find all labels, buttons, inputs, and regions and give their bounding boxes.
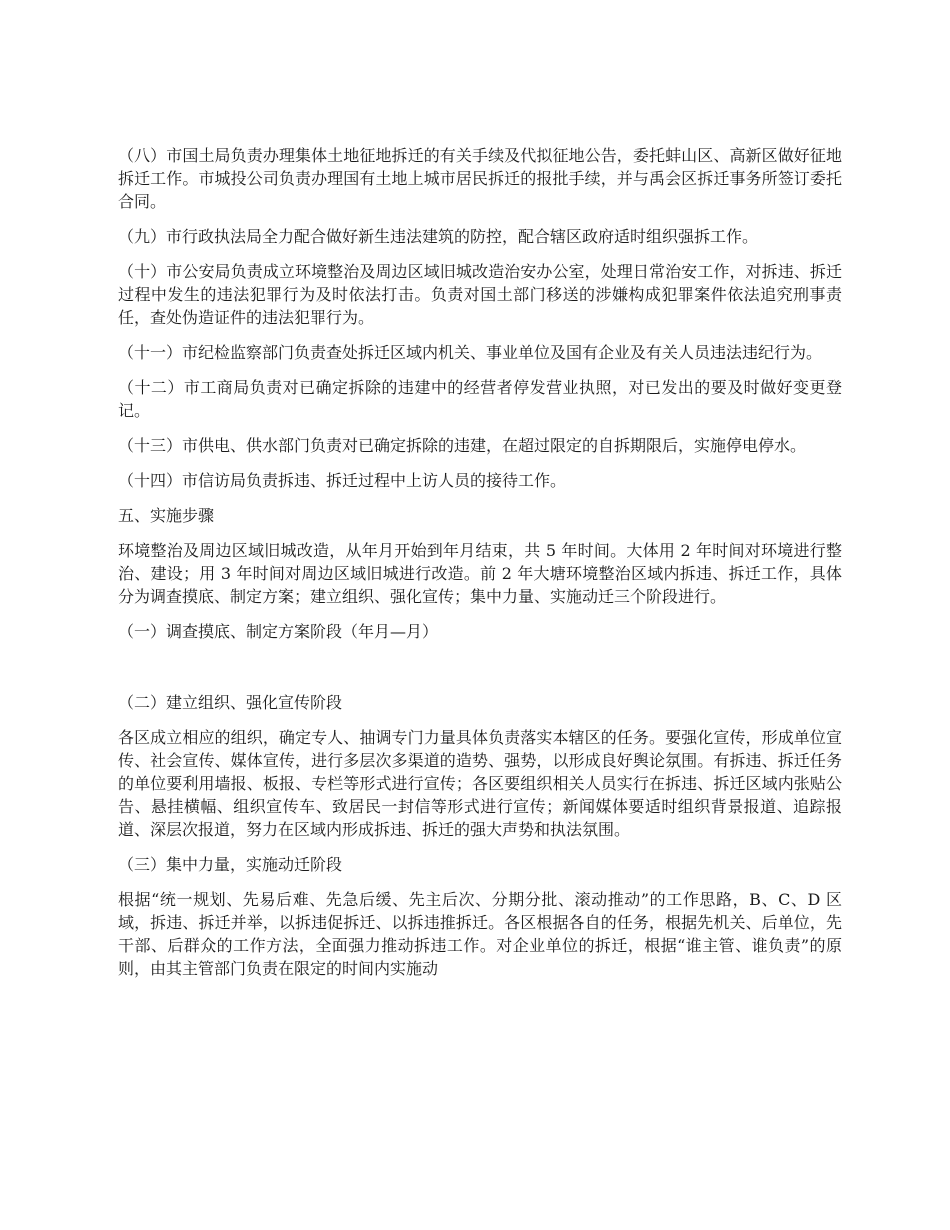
phase-3-body: 根据“统一规划、先易后难、先急后缓、先主后次、分期分批、滚动推动”的工作思路，B、C、D 区域，拆违、拆迁并举，以拆违促拆迁、以拆违推拆迁。各区根据各自的任务，根据先机关、后单位，先干部、后群众的工作方法，全面强力推动拆违工作。对企业单位的拆迁，根据“谁主管、谁负责”的原则，由其主管部门负责在限定的时间内实施动 bbox=[118, 890, 842, 978]
phase-2-body: 各区成立相应的组织，确定专人、抽调专门力量具体负责落实本辖区的任务。要强化宣传，形成单位宣传、社会宣传、媒体宣传，进行多层次多渠道的造势、强势，以形成良好舆论氛围。有拆违、拆迁任务的单位要利用墙报、板报、专栏等形式进行宣传；各区要组织相关人员实行在拆违、拆迁区域内张贴公告、悬挂横幅、组织宣传车、致居民一封信等形式进行宣传；新闻媒体要适时组织背景报道、追踪报道、深层次报道，努力在区域内形成拆违、拆迁的强大声势和执法氛围。 bbox=[118, 728, 842, 839]
blank-space bbox=[118, 655, 842, 691]
section-heading: 五、实施步骤 bbox=[118, 506, 215, 525]
document-page bbox=[118, 144, 842, 992]
phase-1-heading: （一）调查摸底、制定方案阶段（年月—月） bbox=[118, 622, 439, 641]
paragraph-item-12: （十二）市工商局负责对已确定拆除的违建中的经营者停发营业执照，对已发出的要及时做好变更登记。 bbox=[118, 378, 842, 420]
section-intro: 环境整治及周边区域旧城改造，从年月开始到年月结束，共 5 年时间。大体用 2 年时间对环境进行整治、建设；用 3 年时间对周边区域旧城进行改造。前 2 年大塘环境整治区域内拆违、拆迁工作，具体分为调查摸底、制定方案；建立组织、强化宣传；集中力量、实施动迁三个阶段进行。 bbox=[118, 541, 842, 606]
paragraph-item-14: （十四）市信访局负责拆违、拆迁过程中上访人员的接待工作。 bbox=[118, 471, 567, 490]
phase-2-heading: （二）建立组织、强化宣传阶段 bbox=[118, 693, 343, 712]
paragraph-item-11: （十一）市纪检监察部门负责查处拆迁区域内机关、事业单位及国有企业及有关人员违法违纪行为。 bbox=[118, 343, 823, 362]
phase-3-heading: （三）集中力量，实施动迁阶段 bbox=[118, 855, 343, 874]
paragraph-item-8: （八）市国土局负责办理集体土地征地拆迁的有关手续及代拟征地公告，委托蚌山区、高新区做好征地拆迁工作。市城投公司负责办理国有土地上城市居民拆迁的报批手续，并与禹会区拆迁事务所签订委托合同。 bbox=[118, 146, 842, 211]
paragraph-item-9: （九）市行政执法局全力配合做好新生违法建筑的防控，配合辖区政府适时组织强拆工作。 bbox=[118, 227, 759, 246]
paragraph-item-13: （十三）市供电、供水部门负责对已确定拆除的违建，在超过限定的自拆期限后，实施停电停水。 bbox=[118, 436, 807, 455]
paragraph-item-10: （十）市公安局负责成立环境整治及周边区域旧城改造治安办公室，处理日常治安工作，对拆违、拆迁过程中发生的违法犯罪行为及时依法打击。负责对国土部门移送的涉嫌构成犯罪案件依法追究刑事责任，查处伪造证件的违法犯罪行为。 bbox=[118, 262, 842, 327]
